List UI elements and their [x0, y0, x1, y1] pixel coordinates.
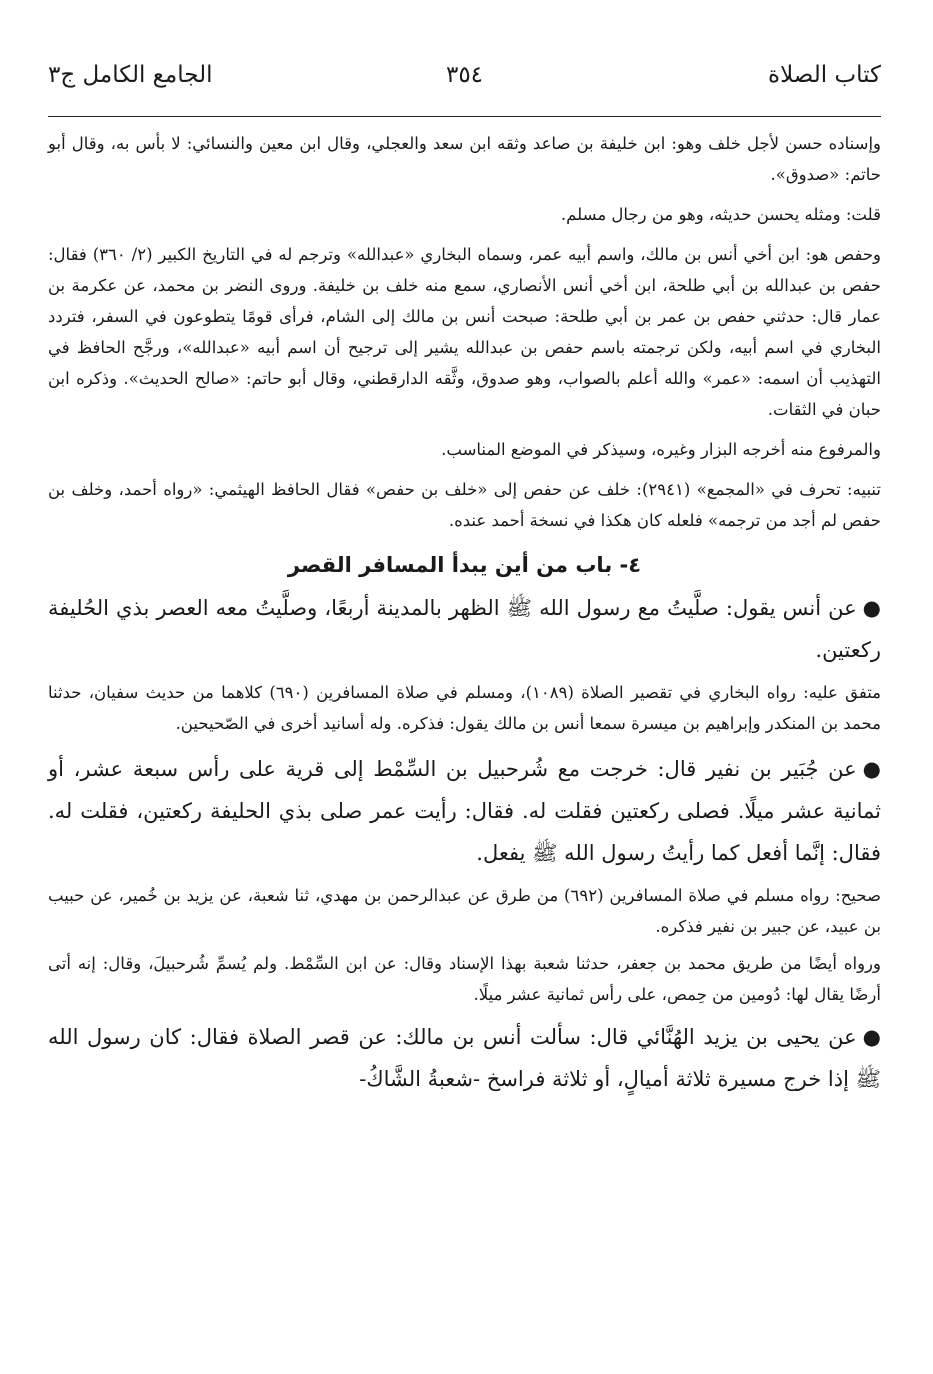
header-rule	[48, 116, 881, 117]
paragraph-tanbih: تنبيه: تحرف في «المجمع» (٢٩٤١): خلف عن حفص إلى «خلف بن حفص» فقال الحافظ الهيثمي: «رواه أحمد، وخلف بن حفص لم أجد من ترجمه» فلعله كان هكذا في نسخة أحمد عنده.	[48, 480, 881, 530]
hadith-jubayr	[48, 748, 881, 874]
page-number: ٣٥٤	[445, 62, 484, 88]
takhrij-anas: متفق عليه: رواه البخاري في تقصير الصلاة (١٠٨٩)، ومسلم في صلاة المسافرين (٦٩٠) كلاهما من حديث سفيان، حدثنا محمد بن المنكدر وإبراهيم بن ميسرة سمعا أنس بن مالك يقول: فذكره. وله أسانيد أخرى في الصّحيحين.	[48, 683, 882, 733]
chapter-heading: ٤- باب من أين يبدأ المسافر القصر	[287, 553, 642, 577]
paragraph-comment: قلت: ومثله يحسن حديثه، وهو من رجال مسلم.	[560, 205, 881, 224]
takhrij-jubayr: صحيح: رواه مسلم في صلاة المسافرين (٦٩٢) من طرق عن عبدالرحمن بن مهدي، ثنا شعبة، عن يزيد بن خُمير، عن حبيب بن عبيد، عن جبير بن نفير فذكره.	[48, 886, 881, 936]
takhrij-jubayr-second: ورواه أيضًا من طريق محمد بن جعفر، حدثنا شعبة بهذا الإسناد وقال: عن ابن السِّمْط. ولم يُسمِّ شُرحبيلَ، وقال: إنه أتى أرضًا يقال لها: دُومين من حِمص، على رأس ثمانية عشر ميلًا.	[48, 954, 881, 1004]
hadith-text: عن جُبَير بن نفير قال: خرجت مع شُرحبيل بن السِّمْط إلى قرية على رأس سبعة عشر، أو ثمانية عشر ميلًا. فصلى ركعتين فقلت له. فقال: رأيت عمر صلى بذي الحليفة ركعتين، فقلت له. فقال: إنَّما أفعل كما رأيتُ رسول الله ﷺ يفعل.	[48, 757, 881, 865]
bullet-marker: ●	[862, 1025, 881, 1049]
paragraph-isnad-note: وإسناده حسن لأجل خلف وهو: ابن خليفة بن صاعد وثقه ابن سعد والعجلي، وقال ابن معين والنسائي: لا بأس به، وقال أبو حاتم: «صدوق».	[48, 134, 881, 184]
page-content	[48, 128, 881, 1106]
header-book-title: كتاب الصلاة	[768, 62, 881, 88]
paragraph-hafs-biography: وحفص هو: ابن أخي أنس بن مالك، واسم أبيه عمر، وسماه البخاري «عبدالله» وترجم له في التاريخ الكبير (٢/ ٣٦٠) فقال: حفص بن عبدالله بن أبي طلحة، ابن أخي أنس الأنصاري، سمع منه خلف بن خليفة. وروى النضر بن محمد، عن عكرمة بن عمار قال: حدثني حفص بن عمر بن أبي طلحة: صبحت أنس بن مالك إلى الشام، فرأى قومًا يتطوعون في السفر، فتردد البخاري في اسم أبيه، ولكن ترجمته باسم حفص بن عبدالله يشير إلى ترجيح أن اسم أبيه «عبدالله»، ورجَّح الحافظ في التهذيب أن اسمه: «عمر» والله أعلم بالصواب، وهو صدوق، وثَّقه الدارقطني، وقال أبو حاتم: «صالح الحديث». وذكره ابن حبان في الثقات.	[48, 245, 881, 419]
bullet-marker: ●	[862, 757, 881, 781]
hadith-text: عن أنس يقول: صلَّيتُ مع رسول الله ﷺ الظهر بالمدينة أربعًا، وصلَّيتُ معه العصر بذي الحُليفة ركعتين.	[48, 596, 881, 662]
page-header	[48, 62, 881, 102]
paragraph-marfu-note: والمرفوع منه أخرجه البزار وغيره، وسيذكر في الموضع المناسب.	[441, 440, 881, 459]
bullet-marker: ●	[862, 596, 881, 620]
header-volume-title: الجامع الكامل ج٣	[48, 62, 213, 88]
hadith-yahya	[48, 1016, 881, 1100]
hadith-text: عن يحيى بن يزيد الهُنَّائي قال: سألت أنس بن مالك: عن قصر الصلاة فقال: كان رسول الله ﷺ إذا خرج مسيرة ثلاثة أميالٍ، أو ثلاثة فراسخ -شعبةُ الشَّاكُ-	[48, 1025, 881, 1091]
hadith-anas	[48, 587, 881, 671]
document-page	[48, 0, 881, 1374]
